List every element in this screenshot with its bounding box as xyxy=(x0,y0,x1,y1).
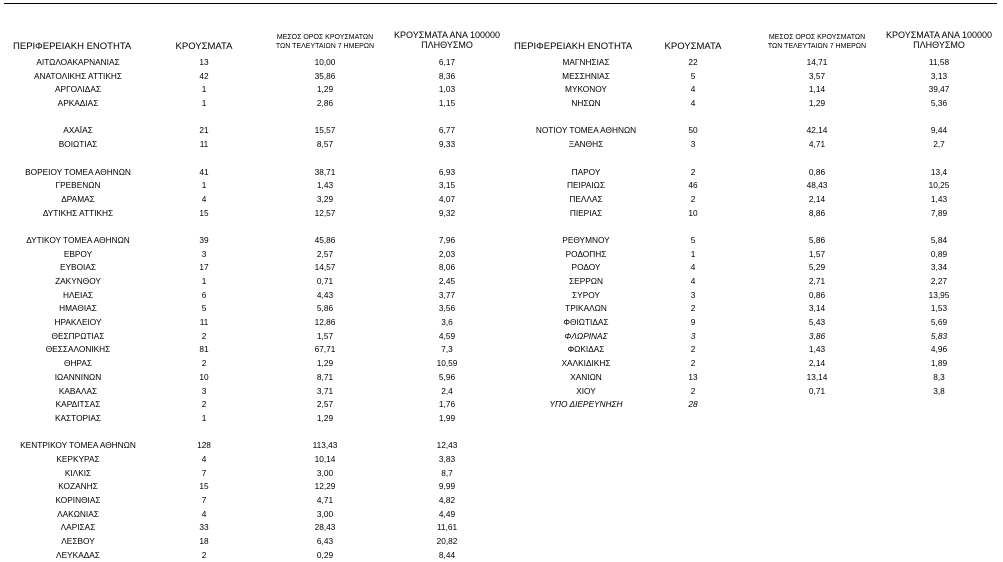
cases-cell: 5 xyxy=(690,234,696,245)
table-row xyxy=(0,207,1003,221)
cases-cell: 11 xyxy=(199,317,209,328)
region-cell: ΙΩΑΝΝΙΝΩΝ xyxy=(54,371,102,382)
cases-cell: 4 xyxy=(690,84,696,95)
table-spacer-row xyxy=(0,152,1003,166)
region-cell: ΚΙΛΚΙΣ xyxy=(64,467,92,478)
region-cell: ΚΕΡΚΥΡΑΣ xyxy=(56,453,100,464)
region-cell: ΚΟΖΑΝΗΣ xyxy=(58,481,98,492)
per100k-cell: 3,34 xyxy=(930,262,948,273)
per100k-cell: 5,96 xyxy=(438,371,456,382)
avg-cell: 3,29 xyxy=(316,193,334,204)
region-cell: ΧΑΛΚΙΔΙΚΗΣ xyxy=(561,358,611,369)
per100k-cell: 3,56 xyxy=(438,303,456,314)
cases-cell: 1 xyxy=(690,248,696,259)
region-cell: ΑΧΑΪΑΣ xyxy=(63,125,93,136)
per100k-cell: 8,06 xyxy=(438,262,456,273)
header-per100k-left-line2: ΠΛΗΘΥΣΜΟ xyxy=(421,40,473,50)
avg-cell: 0,86 xyxy=(808,289,826,300)
table-row xyxy=(0,124,1003,138)
region-cell: ΣΥΡΟΥ xyxy=(572,289,600,300)
region-cell: ΗΜΑΘΙΑΣ xyxy=(59,303,97,314)
region-cell: ΑΡΓΟΛΙΔΑΣ xyxy=(55,84,101,95)
cases-cell: 6 xyxy=(201,289,207,300)
table-row xyxy=(0,508,520,522)
per100k-cell: 2,03 xyxy=(438,248,456,259)
region-cell: ΕΒΡΟΥ xyxy=(63,248,93,259)
cases-cell: 2 xyxy=(201,549,207,560)
per100k-cell: 9,32 xyxy=(438,207,456,218)
cases-cell: 10 xyxy=(199,371,209,382)
avg-cell: 0,71 xyxy=(316,276,334,286)
table-row xyxy=(0,467,520,481)
avg-cell: 2,71 xyxy=(808,276,826,286)
cases-cell: 2 xyxy=(690,193,696,204)
avg-cell: 35,86 xyxy=(314,70,336,81)
region-cell: ΛΕΣΒΟΥ xyxy=(61,536,95,547)
table-row xyxy=(0,453,520,467)
header-region-right: ΠΕΡΙΦΕΡΕΙΑΚΗ ΕΝΟΤΗΤΑ xyxy=(514,41,633,52)
region-cell: ΡΟΔΟΥ xyxy=(571,262,601,273)
header-avg-left-line1: ΜΕΣΟΣ ΟΡΟΣ ΚΡΟΥΣΜΑΤΩΝ xyxy=(276,34,374,41)
per100k-cell: 8,7 xyxy=(441,467,453,478)
region-cell: ΥΠΟ ΔΙΕΡΕΥΝΗΣΗ xyxy=(549,399,623,410)
region-cell: ΡΟΔΟΠΗΣ xyxy=(565,248,607,259)
header-avg-right xyxy=(752,33,882,51)
cases-cell: 15 xyxy=(199,481,209,492)
cases-cell: 9 xyxy=(690,317,696,328)
per100k-cell: 4,82 xyxy=(438,495,456,505)
avg-cell: 0,71 xyxy=(808,385,826,396)
table-row xyxy=(0,275,1003,289)
cases-cell: 15 xyxy=(199,207,209,218)
cases-cell: 1 xyxy=(201,276,207,286)
table-row xyxy=(0,412,520,426)
per100k-cell: 3,15 xyxy=(438,180,456,191)
header-avg-right-line1: ΜΕΣΟΣ ΟΡΟΣ ΚΡΟΥΣΜΑΤΩΝ xyxy=(768,34,866,41)
cases-cell: 10 xyxy=(688,207,698,218)
avg-cell: 8,57 xyxy=(316,139,334,150)
cases-cell: 7 xyxy=(201,467,207,478)
region-cell: ΓΡΕΒΕΝΩΝ xyxy=(55,180,101,191)
per100k-cell: 20,82 xyxy=(436,536,458,547)
per100k-cell: 3,77 xyxy=(438,289,456,300)
cases-cell: 7 xyxy=(201,495,207,505)
region-cell: ΧΑΝΙΩΝ xyxy=(570,371,602,382)
per100k-cell: 8,3 xyxy=(933,371,945,382)
header-avg-left-line2: ΤΩΝ ΤΕΛΕΥΤΑΙΩΝ 7 ΗΜΕΡΩΝ xyxy=(275,43,375,50)
header-cases-right: ΚΡΟΥΣΜΑΤΑ xyxy=(664,41,722,52)
region-cell: ΜΑΓΝΗΣΙΑΣ xyxy=(562,57,610,67)
avg-cell: 15,57 xyxy=(314,125,336,136)
header-avg-right-line2: ΤΩΝ ΤΕΛΕΥΤΑΙΩΝ 7 ΗΜΕΡΩΝ xyxy=(767,43,867,50)
region-cell: ΠΕΙΡΑΙΩΣ xyxy=(567,180,605,191)
per100k-cell: 9,99 xyxy=(438,481,456,492)
avg-cell: 113,43 xyxy=(312,440,338,451)
per100k-cell: 2,45 xyxy=(438,276,456,286)
per100k-cell: 13,4 xyxy=(930,166,948,177)
table-row xyxy=(0,56,1003,70)
per100k-cell: 1,99 xyxy=(438,412,456,423)
table-row xyxy=(0,480,520,494)
avg-cell: 5,29 xyxy=(808,262,826,273)
region-cell: ΦΘΙΩΤΙΔΑΣ xyxy=(563,317,609,328)
table-row xyxy=(0,248,1003,262)
cases-cell: 2 xyxy=(201,330,207,341)
avg-cell: 3,14 xyxy=(808,303,826,314)
per100k-cell: 6,93 xyxy=(438,166,456,177)
per100k-cell: 12,43 xyxy=(436,440,458,451)
table-row xyxy=(0,371,1003,385)
cases-cell: 2 xyxy=(201,399,207,410)
region-cell: ΠΕΛΛΑΣ xyxy=(569,193,603,204)
cases-cell: 5 xyxy=(201,303,207,314)
header-per100k-right xyxy=(876,30,1002,50)
avg-cell: 12,57 xyxy=(314,207,336,218)
per100k-cell: 1,53 xyxy=(930,303,948,314)
per100k-cell: 10,25 xyxy=(928,180,950,191)
avg-cell: 67,71 xyxy=(314,344,336,355)
region-cell: ΘΕΣΣΑΛΟΝΙΚΗΣ xyxy=(45,344,111,355)
avg-cell: 8,71 xyxy=(316,371,334,382)
cases-cell: 22 xyxy=(688,57,698,67)
per100k-cell: 3,6 xyxy=(441,317,453,328)
region-cell: ΑΡΚΑΔΙΑΣ xyxy=(57,98,99,109)
per100k-cell: 7,3 xyxy=(441,344,453,355)
avg-cell: 48,43 xyxy=(806,180,828,191)
per100k-cell: 3,13 xyxy=(930,70,948,81)
avg-cell: 0,86 xyxy=(808,166,826,177)
region-cell: ΡΕΘΥΜΝΟΥ xyxy=(562,234,610,245)
region-cell: ΦΛΩΡΙΝΑΣ xyxy=(564,330,608,341)
table-row xyxy=(0,83,1003,97)
avg-cell: 38,71 xyxy=(314,166,336,177)
region-cell: ΒΟΙΩΤΙΑΣ xyxy=(58,139,98,150)
per100k-cell: 4,07 xyxy=(438,193,456,204)
table-row xyxy=(0,343,1003,357)
cases-cell: 42 xyxy=(199,70,209,81)
header-per100k-right-line1: ΚΡΟΥΣΜΑΤΑ ΑΝΑ 100000 xyxy=(886,30,992,40)
table-row xyxy=(0,138,1003,152)
region-cell: ΔΥΤΙΚΗΣ ΑΤΤΙΚΗΣ xyxy=(42,207,114,218)
per100k-cell: 1,43 xyxy=(930,193,948,204)
region-cell: ΛΕΥΚΑΔΑΣ xyxy=(56,549,100,560)
cases-cell: 2 xyxy=(690,303,696,314)
avg-cell: 5,86 xyxy=(316,303,334,314)
cases-cell: 39 xyxy=(199,234,209,245)
region-cell: ΝΟΤΙΟΥ ΤΟΜΕΑ ΑΘΗΝΩΝ xyxy=(535,125,637,136)
avg-cell: 5,86 xyxy=(808,234,826,245)
region-cell: ΠΙΕΡΙΑΣ xyxy=(569,207,603,218)
avg-cell: 1,29 xyxy=(316,412,334,423)
avg-cell: 1,14 xyxy=(808,84,826,95)
table-spacer-row xyxy=(0,111,1003,125)
region-cell: ΗΛΕΙΑΣ xyxy=(62,289,94,300)
table-spacer-row xyxy=(0,220,1003,234)
cases-cell: 4 xyxy=(201,193,207,204)
region-cell: ΚΟΡΙΝΘΙΑΣ xyxy=(55,495,101,505)
region-cell: ΜΕΣΣΗΝΙΑΣ xyxy=(562,70,610,81)
avg-cell: 3,00 xyxy=(316,467,334,478)
cases-cell: 2 xyxy=(690,358,696,369)
avg-cell: 10,14 xyxy=(314,453,336,464)
table-row xyxy=(0,97,1003,111)
header-avg-left xyxy=(260,33,390,51)
per100k-cell: 11,58 xyxy=(928,57,950,67)
per100k-cell: 8,36 xyxy=(438,70,456,81)
avg-cell: 42,14 xyxy=(806,125,828,136)
table-row xyxy=(0,70,1003,84)
region-cell: ΚΕΝΤΡΙΚΟΥ ΤΟΜΕΑ ΑΘΗΝΩΝ xyxy=(20,440,136,451)
table-top-border xyxy=(4,3,997,4)
region-cell: ΘΗΡΑΣ xyxy=(63,358,93,369)
per100k-cell: 7,89 xyxy=(930,207,948,218)
cases-cell: 2 xyxy=(690,166,696,177)
cases-cell: 33 xyxy=(199,522,209,533)
per100k-cell: 0,89 xyxy=(930,248,948,259)
per100k-cell: 4,49 xyxy=(438,508,456,519)
avg-cell: 13,14 xyxy=(806,371,828,382)
cases-cell: 4 xyxy=(690,262,696,273)
region-cell: ΣΕΡΡΩΝ xyxy=(569,276,603,286)
per100k-cell: 1,03 xyxy=(438,84,456,95)
cases-cell: 3 xyxy=(201,385,207,396)
avg-cell: 1,29 xyxy=(316,84,334,95)
per100k-cell: 4,96 xyxy=(930,344,948,355)
cases-cell: 1 xyxy=(201,180,207,191)
table-row xyxy=(0,330,1003,344)
cases-cell: 4 xyxy=(690,276,696,286)
avg-cell: 2,14 xyxy=(808,193,826,204)
avg-cell: 3,57 xyxy=(808,70,826,81)
cases-cell: 41 xyxy=(199,166,209,177)
header-per100k-right-line2: ΠΛΗΘΥΣΜΟ xyxy=(913,40,965,50)
avg-cell: 5,43 xyxy=(808,317,826,328)
per100k-cell: 1,76 xyxy=(438,399,456,410)
per100k-cell: 5,83 xyxy=(930,330,948,341)
cases-cell: 4 xyxy=(201,453,207,464)
cases-cell: 28 xyxy=(688,399,698,410)
region-cell: ΜΥΚΟΝΟΥ xyxy=(565,84,607,95)
cases-cell: 17 xyxy=(199,262,209,273)
avg-cell: 4,43 xyxy=(316,289,334,300)
per100k-cell: 5,84 xyxy=(930,234,948,245)
per100k-cell: 4,59 xyxy=(438,330,456,341)
cases-cell: 2 xyxy=(690,344,696,355)
region-cell: ΔΥΤΙΚΟΥ ΤΟΜΕΑ ΑΘΗΝΩΝ xyxy=(26,234,130,245)
avg-cell: 3,00 xyxy=(316,508,334,519)
per100k-cell: 2,27 xyxy=(930,276,948,286)
cases-cell: 1 xyxy=(201,84,207,95)
table-row xyxy=(0,179,1003,193)
table-row xyxy=(0,261,1003,275)
avg-cell: 1,29 xyxy=(808,98,826,109)
per100k-cell: 13,95 xyxy=(928,289,950,300)
avg-cell: 12,86 xyxy=(314,317,336,328)
table-row xyxy=(0,521,520,535)
table-row xyxy=(0,549,520,562)
cases-cell: 11 xyxy=(199,139,209,150)
cases-cell: 1 xyxy=(201,98,207,109)
avg-cell: 0,29 xyxy=(316,549,334,560)
per100k-cell: 7,96 xyxy=(438,234,456,245)
cases-cell: 46 xyxy=(688,180,698,191)
table-row xyxy=(0,234,1003,248)
cases-cell: 13 xyxy=(199,57,209,67)
avg-cell: 1,57 xyxy=(316,330,334,341)
avg-cell: 1,43 xyxy=(316,180,334,191)
region-cell: ΞΑΝΘΗΣ xyxy=(568,139,604,150)
table-row xyxy=(0,166,1003,180)
avg-cell: 14,71 xyxy=(806,57,828,67)
per100k-cell: 8,44 xyxy=(438,549,456,560)
avg-cell: 2,57 xyxy=(316,248,334,259)
cases-cell: 2 xyxy=(201,358,207,369)
table-row xyxy=(0,398,1003,412)
header-per100k-left-line1: ΚΡΟΥΣΜΑΤΑ ΑΝΑ 100000 xyxy=(394,30,500,40)
avg-cell: 1,29 xyxy=(316,358,334,369)
region-cell: ΔΡΑΜΑΣ xyxy=(61,193,95,204)
table-row xyxy=(0,385,1003,399)
table-row xyxy=(0,316,1003,330)
header-cases-left: ΚΡΟΥΣΜΑΤΑ xyxy=(175,41,233,52)
avg-cell: 1,57 xyxy=(808,248,826,259)
region-cell: ΠΑΡΟΥ xyxy=(571,166,601,177)
cases-cell: 5 xyxy=(690,70,696,81)
cases-cell: 4 xyxy=(201,508,207,519)
region-cell: ΧΙΟΥ xyxy=(576,385,596,396)
table-spacer-row xyxy=(0,426,520,440)
cases-cell: 128 xyxy=(197,440,211,451)
per100k-cell: 5,69 xyxy=(930,317,948,328)
table-row xyxy=(0,193,1003,207)
region-cell: ΤΡΙΚΑΛΩΝ xyxy=(565,303,607,314)
cases-cell: 2 xyxy=(690,385,696,396)
avg-cell: 10,00 xyxy=(314,57,336,67)
cases-cell: 13 xyxy=(688,371,698,382)
avg-cell: 6,43 xyxy=(316,536,334,547)
cases-cell: 3 xyxy=(690,289,696,300)
cases-cell: 3 xyxy=(690,330,696,341)
table-row xyxy=(0,535,520,549)
avg-cell: 2,57 xyxy=(316,399,334,410)
avg-cell: 14,57 xyxy=(314,262,336,273)
avg-cell: 2,86 xyxy=(316,98,334,109)
avg-cell: 8,86 xyxy=(808,207,826,218)
region-cell: ΒΟΡΕΙΟΥ ΤΟΜΕΑ ΑΘΗΝΩΝ xyxy=(25,166,131,177)
region-cell: ΛΑΡΙΣΑΣ xyxy=(60,522,96,533)
region-cell: ΝΗΣΩΝ xyxy=(571,98,601,109)
per100k-cell: 39,47 xyxy=(928,84,950,95)
region-cell: ΚΑΣΤΟΡΙΑΣ xyxy=(54,412,102,423)
per100k-cell: 6,17 xyxy=(438,57,456,67)
per100k-cell: 9,44 xyxy=(930,125,948,136)
table-row xyxy=(0,494,520,508)
per100k-cell: 6,77 xyxy=(438,125,456,136)
per100k-cell: 11,61 xyxy=(436,522,458,533)
header-region-left: ΠΕΡΙΦΕΡΕΙΑΚΗ ΕΝΟΤΗΤΑ xyxy=(13,41,132,52)
cases-cell: 18 xyxy=(199,536,209,547)
region-cell: ΚΑΡΔΙΤΣΑΣ xyxy=(55,399,101,410)
avg-cell: 12,29 xyxy=(314,481,336,492)
per100k-cell: 3,8 xyxy=(933,385,945,396)
cases-cell: 4 xyxy=(690,98,696,109)
avg-cell: 2,14 xyxy=(808,358,826,369)
region-cell: ΛΑΚΩΝΙΑΣ xyxy=(57,508,99,519)
region-cell: ΦΩΚΙΔΑΣ xyxy=(567,344,605,355)
per100k-cell: 2,7 xyxy=(933,139,945,150)
per100k-cell: 1,89 xyxy=(930,358,948,369)
right-table-body xyxy=(0,56,1003,412)
cases-cell: 3 xyxy=(690,139,696,150)
cases-cell: 50 xyxy=(688,125,698,136)
avg-cell: 28,43 xyxy=(314,522,336,533)
avg-cell: 1,43 xyxy=(808,344,826,355)
cases-cell: 3 xyxy=(201,248,207,259)
avg-cell: 3,86 xyxy=(808,330,826,341)
region-cell: ΖΑΚΥΝΘΟΥ xyxy=(55,276,101,286)
table-row xyxy=(0,439,520,453)
per100k-cell: 3,83 xyxy=(438,453,456,464)
avg-cell: 45,86 xyxy=(314,234,336,245)
per100k-cell: 9,33 xyxy=(438,139,456,150)
cases-cell: 21 xyxy=(199,125,209,136)
cases-cell: 81 xyxy=(199,344,209,355)
table-row xyxy=(0,302,1003,316)
region-cell: ΑΝΑΤΟΛΙΚΗΣ ΑΤΤΙΚΗΣ xyxy=(33,70,123,81)
per100k-cell: 1,15 xyxy=(438,98,456,109)
region-cell: ΘΕΣΠΡΩΤΙΑΣ xyxy=(51,330,105,341)
per100k-cell: 5,36 xyxy=(930,98,948,109)
avg-cell: 4,71 xyxy=(808,139,826,150)
avg-cell: 3,71 xyxy=(316,385,334,396)
avg-cell: 4,71 xyxy=(316,495,334,505)
region-cell: ΗΡΑΚΛΕΙΟΥ xyxy=(54,317,102,328)
per100k-cell: 10,59 xyxy=(436,358,458,369)
region-cell: ΚΑΒΑΛΑΣ xyxy=(58,385,98,396)
table-row xyxy=(0,357,1003,371)
region-cell: ΑΙΤΩΛΟΑΚΑΡΝΑΝΙΑΣ xyxy=(36,57,120,67)
cases-cell: 1 xyxy=(201,412,207,423)
region-cell: ΕΥΒΟΙΑΣ xyxy=(59,262,97,273)
header-per100k-left xyxy=(384,30,510,50)
table-row xyxy=(0,289,1003,303)
per100k-cell: 2,4 xyxy=(441,385,453,396)
